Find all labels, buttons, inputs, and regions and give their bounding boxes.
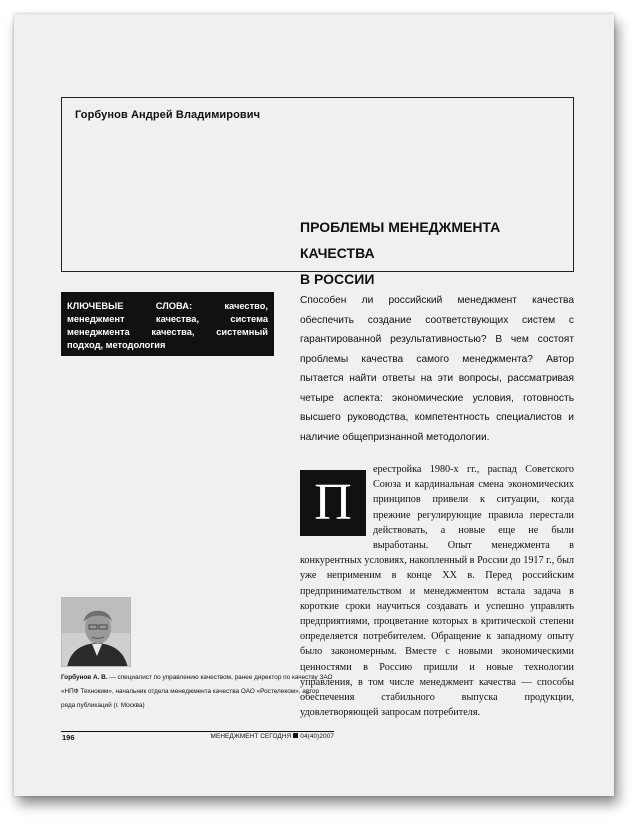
square-bullet-icon [293,733,298,738]
page-number: 196 [62,733,75,742]
body-paragraph: ерестройка 1980-х гг., распад Советского Союза и кардинальная смена экономических принципов привели к ситуации, когда прежние регулирующие правила перестали действовать, а новые еще не были выработаны. Опыт менеджмента в конкурентных условиях, накопленный в России до 1917 г., был уже неприменим в конце XX в. Перед российским предпринимательством и менеджментом встала задача в короткие сроки научиться создавать и успешно управлять предприятиями, процветание которых в критической степени определяется потребителем. Обращение к западному опыту было закономерным. Вместе с новыми экономическими ценностями в Россию пришли и новые технологии управления, в том числе менеджмент качества — способы обеспечения стабильного выпуска продукции, удовлетворяющей запросам потребителя. [300,464,574,719]
keywords-paragraph [67,300,268,352]
dropcap: П [300,470,366,536]
abstract: Способен ли российский менеджмент качества обеспечить создание соответствующих систем с гарантированной результативностью? В чем состоят проблемы качества самого менеджмента? Автор пытается найти ответы на эти вопросы, рассматривая четыре аспекта: экономические условия, готовность высшего руководства, компетентность специалистов и наличие общепризнанной методологии. [300,295,574,443]
journal-name: МЕНЕДЖМЕНТ СЕГОДНЯ [210,733,292,740]
author-portrait-image [62,598,131,667]
journal-issue: 04(40)2007 [300,733,334,740]
author-photo [61,597,131,667]
bio-text: — специалист по управлению качеством, ранее директор по качеству ЗАО «НПФ Техноким», начальник отдела менеджмента качества ОАО «Ростелеком», автор ряда публикаций (г. Москва) [61,674,333,709]
title-line-1: ПРОБЛЕМЫ МЕНЕДЖМЕНТА КАЧЕСТВА [300,219,501,261]
body-text [300,462,574,720]
title-line-2: В РОССИИ [300,271,375,287]
footer-divider [61,731,334,732]
author-bio [61,671,333,713]
keywords-label: КЛЮЧЕВЫЕ СЛОВА: [67,301,193,311]
keywords-box [61,292,274,356]
bio-name: Горбунов А. В. [61,674,108,681]
journal-footer [200,733,334,740]
keywords-text: качество, менеджмент качества, система менеджмента качества, системный подход, методология [67,301,268,350]
author-name: Горбунов Андрей Владимирович [75,109,261,121]
article-title [300,214,570,292]
dropcap-spacer [300,462,373,548]
